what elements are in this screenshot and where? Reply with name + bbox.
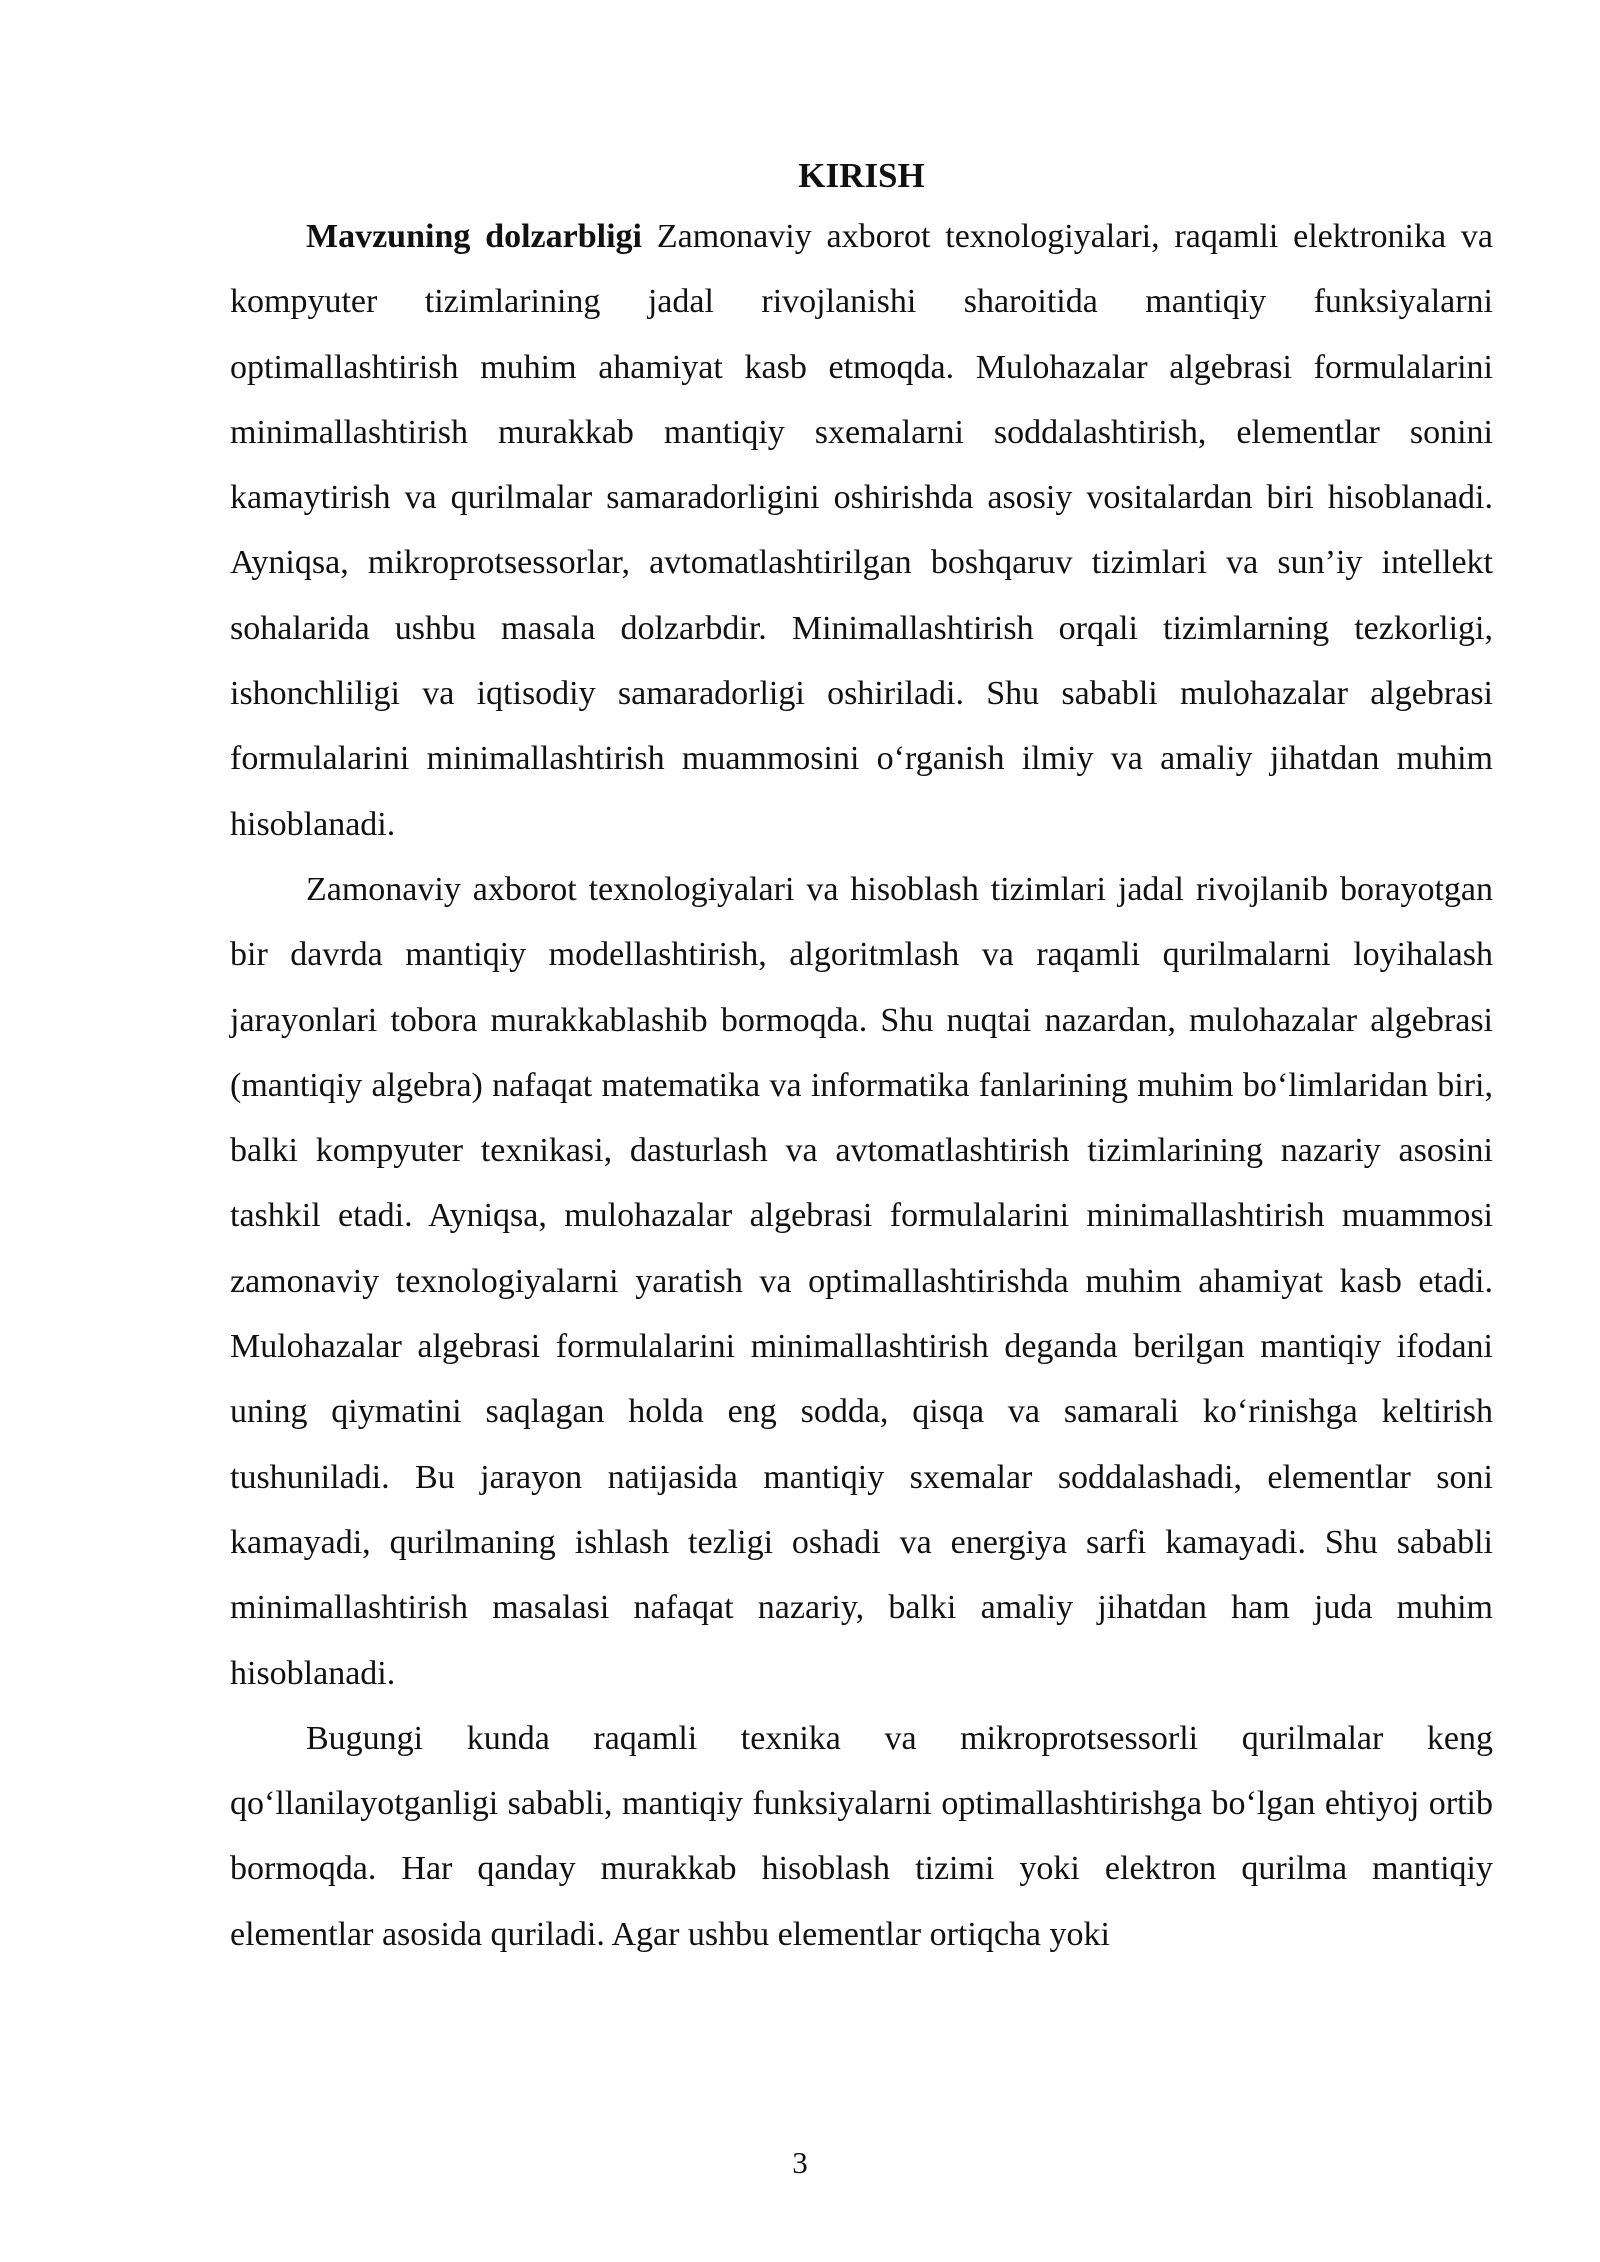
paragraph-2: Zamonaviy axborot texnologiyalari va hisoblash tizimlari jadal rivojlanib borayotgan bir davrda mantiqiy modellashtirish, algoritmlash va raqamli qurilmalarni loyihalash jarayonlari tobora murakkablashib bormoqda. Shu nuqtai nazardan, mulohazalar algebrasi (mantiqiy algebra) nafaqat matematika va informatika fanlarining muhim bo‘limlaridan biri, balki kompyuter texnikasi, dasturlash va avtomatlashtirish tizimlarining nazariy asosini tashkil etadi. Ayniqsa, mulohazalar algebrasi formulalarini minimallashtirish muammosi zamonaviy texnologiyalarni yaratish va optimallashtirishda muhim ahamiyat kasb etadi. Mulohazalar algebrasi formulalarini minimallashtirish deganda berilgan mantiqiy ifodani uning qiymatini saqlagan holda eng sodda, qisqa va samarali ko‘rinishga keltirish tushuniladi. Bu jarayon natijasida mantiqiy sxemalar soddalashadi, elementlar soni kamayadi, qurilmaning ishlash tezligi oshadi va energiya sarfi kamayadi. Shu sababli minimallashtirish masalasi nafaqat nazariy, balki amaliy jihatdan ham juda muhim hisoblanadi. — [230, 870, 1493, 1692]
page-number: 3 — [792, 2145, 808, 2180]
paragraph-relevance — [230, 204, 1493, 857]
paragraph-lead: Mavzuning dolzarbligi — [306, 218, 642, 255]
paragraph-text: Zamonaviy axborot texnologiyalari, raqamli elektronika va kompyuter tizimlarining jadal rivojlanishi sharoitida mantiqiy funksiyalarni optimallashtirish muhim ahamiyat kasb etmoqda. Mulohazalar algebrasi formulalarini minimallashtirish murakkab mantiqiy sxemalarni soddalashtirish, elementlar sonini kamaytirish va qurilmalar samaradorligini oshirishda asosiy vositalardan biri hisoblanadi. Ayniqsa, mikroprotsessorlar, avtomatlashtirilgan boshqaruv tizimlari va sun’iy intellekt sohalarida ushbu masala dolzarbdir. Minimallashtirish orqali tizimlarning tezkorligi, ishonchliligi va iqtisodiy samaradorligi oshiriladi. Shu sababli mulohazalar algebrasi formulalarini minimallashtirish muammosini o‘rganish ilmiy va amaliy jihatdan muhim hisoblanadi. — [230, 218, 1494, 843]
page-content — [230, 150, 1493, 1967]
paragraph-3: Bugungi kunda raqamli texnika va mikroprotsessorli qurilmalar keng qo‘llanilayotganligi sababli, mantiqiy funksiyalarni optimallashtirishga bo‘lgan ehtiyoj ortib bormoqda. Har qanday murakkab hisoblash tizimi yoki elektron qurilma mantiqiy elementlar asosida quriladi. Agar ushbu elementlar ortiqcha yoki — [230, 1719, 1493, 1953]
section-title: KIRISH — [798, 156, 925, 195]
